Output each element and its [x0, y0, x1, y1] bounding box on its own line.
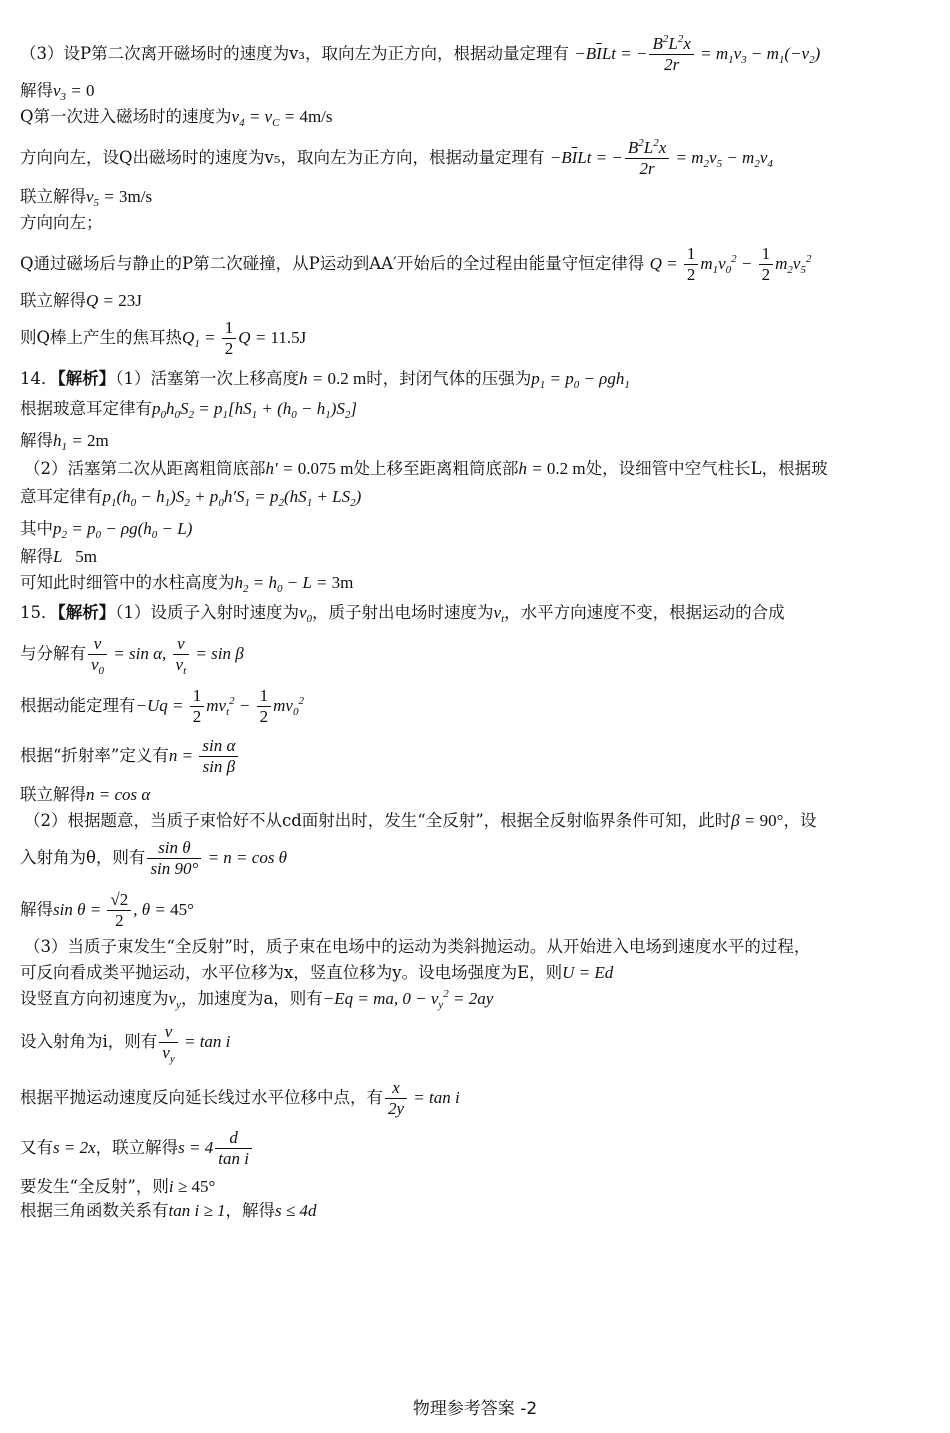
text-line: 联立解得Q = 23J	[20, 291, 142, 310]
text-line: 可知此时细管中的水柱高度为$h_2 = h_0 - L = 3m$	[20, 573, 354, 595]
text-line: Q通过磁场后与静止的P第二次碰撞，从P运动到AA′开始后的全过程由能量守恒定律得 Q = $\frac{1}{2}$ $m_1v_0^2$ − $\frac{1}{2}$ $m_2v_5^2$	[20, 244, 812, 284]
text-line: 与分解有 $\frac{v}{v_0}$ = sin α, $\frac{v}{v_t}$ = sin β	[20, 634, 244, 677]
text-line: 14．【解析】（1）活塞第一次上移高度h = 0.2 m时，封闭气体的压强为$p_1 = p_0 - \rho gh_1$	[20, 369, 630, 391]
text-line: （2）活塞第二次从距离粗筒底部h′ = 0.075 m处上移至距离粗筒底部h = 0.2 m处，设细管中空气柱长L，根据玻	[24, 459, 828, 478]
page-footer: 物理参考答案 -2	[412, 1399, 538, 1419]
text-line: （3）设P第二次离开磁场时的速度为v₃，取向左为正方向，根据动量定理有 $-B\overline{I}Lt$ = − $\frac{B^2L^2x}{2r}$ = $m_1v_3 - m_1(-v_2)$	[20, 33, 821, 74]
text-line: 解得$v_3 = 0$	[20, 81, 95, 103]
text-line: （2）根据题意，当质子束恰好不从cd面射出时，发生“全反射”，根据全反射临界条件可知，此时β = 90°，设	[24, 811, 817, 830]
text-line: 可反向看成类平抛运动，水平位移为x，竖直位移为y。设电场强度为E，则U = Ed	[20, 963, 614, 982]
text-line: 设入射角为i，则有 $\frac{v}{v_y}$ = tan i	[20, 1022, 231, 1065]
text-line: 意耳定律有$p_1(h_0 - h_1)S_2 + p_0h'S_1 = p_2(hS_1 + LS_2)$	[20, 487, 362, 509]
text-line: 解得sin θ = $\frac{√2}{2}$ , θ = 45°	[20, 890, 194, 930]
text-line: 解得L 5m	[20, 547, 97, 566]
text-line: 设竖直方向初速度为$v_y$，加速度为a，则有−Eq = ma, $0 - v_y^2 = 2ay$	[20, 988, 494, 1011]
text-line: 根据三角函数关系有tan i ≥ 1，解得s ≤ 4d	[20, 1201, 317, 1220]
text-line: 方向向左；	[20, 213, 103, 232]
text-line: 要发生“全反射”，则i ≥ 45°	[20, 1177, 216, 1196]
text-line: 解得$h_1 = 2m$	[20, 431, 109, 453]
text-line: 方向向左，设Q出磁场时的速度为v₅，取向左为正方向，根据动量定理有 $-B\overline{I}Lt$ = − $\frac{B^2L^2x}{2r}$ = $m_2v_5 - m_2v_4$	[20, 137, 773, 178]
text-line: 15．【解析】（1）设质子入射时速度为$v_0$，质子射出电场时速度为$v_t$，水平方向速度不变，根据运动的合成	[20, 603, 785, 625]
text-line: 联立解得$v_5 = 3m/s$	[20, 187, 153, 209]
text-line: 根据平抛运动速度反向延长线过水平位移中点，有 $\frac{x}{2y}$ = tan i	[20, 1078, 460, 1118]
text-line: 入射角为θ，则有 $\frac{\text{sin θ}}{\sin 90^\circ}$ = n = cos θ	[20, 838, 288, 878]
text-line: 其中$p_2 = p_0 - \rho g(h_0 - L)$	[20, 519, 193, 541]
text-line: （3）当质子束发生“全反射”时，质子束在电场中的运动为类斜抛运动。从开始进入电场到速度水平的过程，	[24, 937, 811, 956]
text-line: 根据“折射率”定义有n = $\frac{\text{sin α}}{\text{sin β}}$	[20, 736, 936, 777]
text-line: 根据玻意耳定律有$p_0h_0S_2 = p_1[hS_1 + (h_0 - h_1)S_2]$	[20, 399, 358, 421]
text-line: 根据动能定理有−Uq = $\frac{1}{2}$ $mv_t^2$ − $\frac{1}{2}$ $mv_0^2$	[20, 686, 304, 726]
text-line: 则Q棒上产生的焦耳热$Q_1$ = $\frac{1}{2}$ Q = 11.5J	[20, 318, 307, 358]
text-line: 联立解得n = cos α	[20, 785, 151, 804]
text-line: Q第一次进入磁场时的速度为$v_4 = v_C = 4m/s$	[20, 107, 333, 129]
text-line: 又有s = 2x，联立解得s = 4 $\frac{d}{\text{tan i}}$	[20, 1128, 936, 1169]
